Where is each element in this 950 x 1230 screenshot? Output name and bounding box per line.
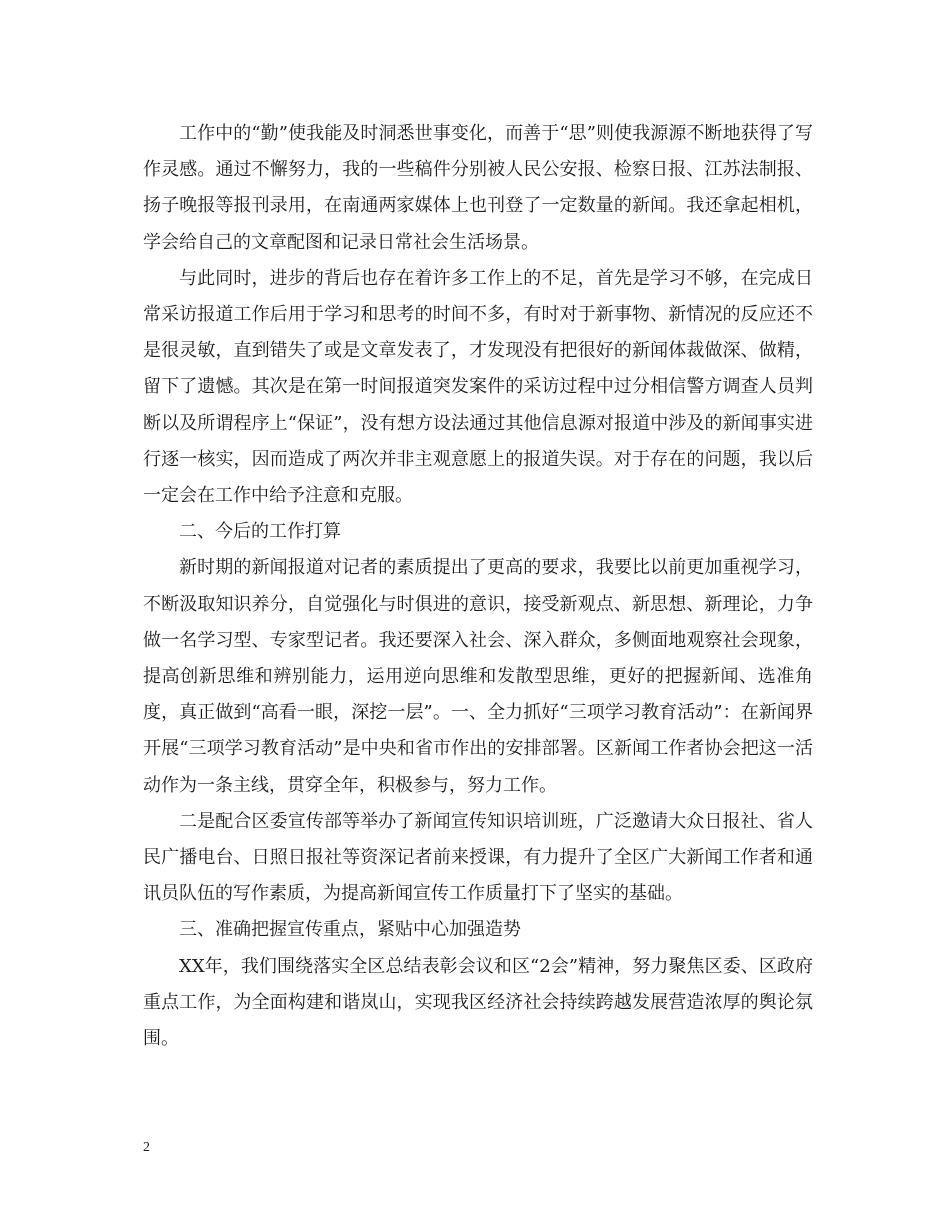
paragraph: XX年，我们围绕落实全区总结表彰会议和区“2会”精神，努力聚焦区委、区政府重点工作，为全面构建和谐岚山，实现我区经济社会持续跨越发展营造浓厚的舆论氛围。 — [143, 955, 813, 1050]
section-heading: 二、今后的工作打算 — [179, 521, 341, 543]
paragraph: 工作中的“勤”使我能及时洞悉世事变化，而善于“思”则使我源源不断地获得了写作灵感。通过不懈努力，我的一些稿件分别被人民公安报、检察日报、江苏法制报、扬子晚报等报刊录用，在南通两家媒体上也刊登了一定数量的新闻。我还拿起相机，学会给自己的文章配图和记录日常社会生活场景。 — [143, 123, 813, 253]
paragraph: 新时期的新闻报道对记者的素质提出了更高的要求，我要比以前更加重视学习，不断汲取知识养分，自觉强化与时俱进的意识，接受新观点、新思想、新理论，力争做一名学习型、专家型记者。我还要深入社会、深入群众，多侧面地观察社会现象，提高创新思维和辨别能力，运用逆向思维和发散型思维，更好的把握新闻、选准角度，真正做到“高看一眼，深挖一层”。一、全力抓好“三项学习教育活动”：在新闻界开展“三项学习教育活动”是中央和省市作出的安排部署。区新闻工作者协会把这一活动作为一条主线，贯穿全年，积极参与，努力工作。 — [143, 557, 813, 796]
page-number: 2 — [143, 1140, 150, 1155]
section-heading: 三、准确把握宣传重点，紧贴中心加强造势 — [179, 919, 521, 941]
paragraph: 二是配合区委宣传部等举办了新闻宣传知识培训班，广泛邀请大众日报社、省人民广播电台、日照日报社等资深记者前来授课，有力提升了全区广大新闻工作者和通讯员队伍的写作素质，为提高新闻宣传工作质量打下了坚实的基础。 — [143, 810, 813, 905]
document-body — [143, 116, 813, 1057]
paragraph: 与此同时，进步的背后也存在着许多工作上的不足，首先是学习不够，在完成日常采访报道工作后用于学习和思考的时间不多，有时对于新事物、新情况的反应还不是很灵敏，直到错失了或是文章发表了，才发现没有把很好的新闻体裁做深、做精，留下了遗憾。其次是在第一时间报道突发案件的采访过程中过分相信警方调查人员判断以及所谓程序上“保证”，没有想方设法通过其他信息源对报道中涉及的新闻事实进行逐一核实，因而造成了两次并非主观意愿上的报道失误。对于存在的问题，我以后一定会在工作中给予注意和克服。 — [143, 267, 813, 507]
